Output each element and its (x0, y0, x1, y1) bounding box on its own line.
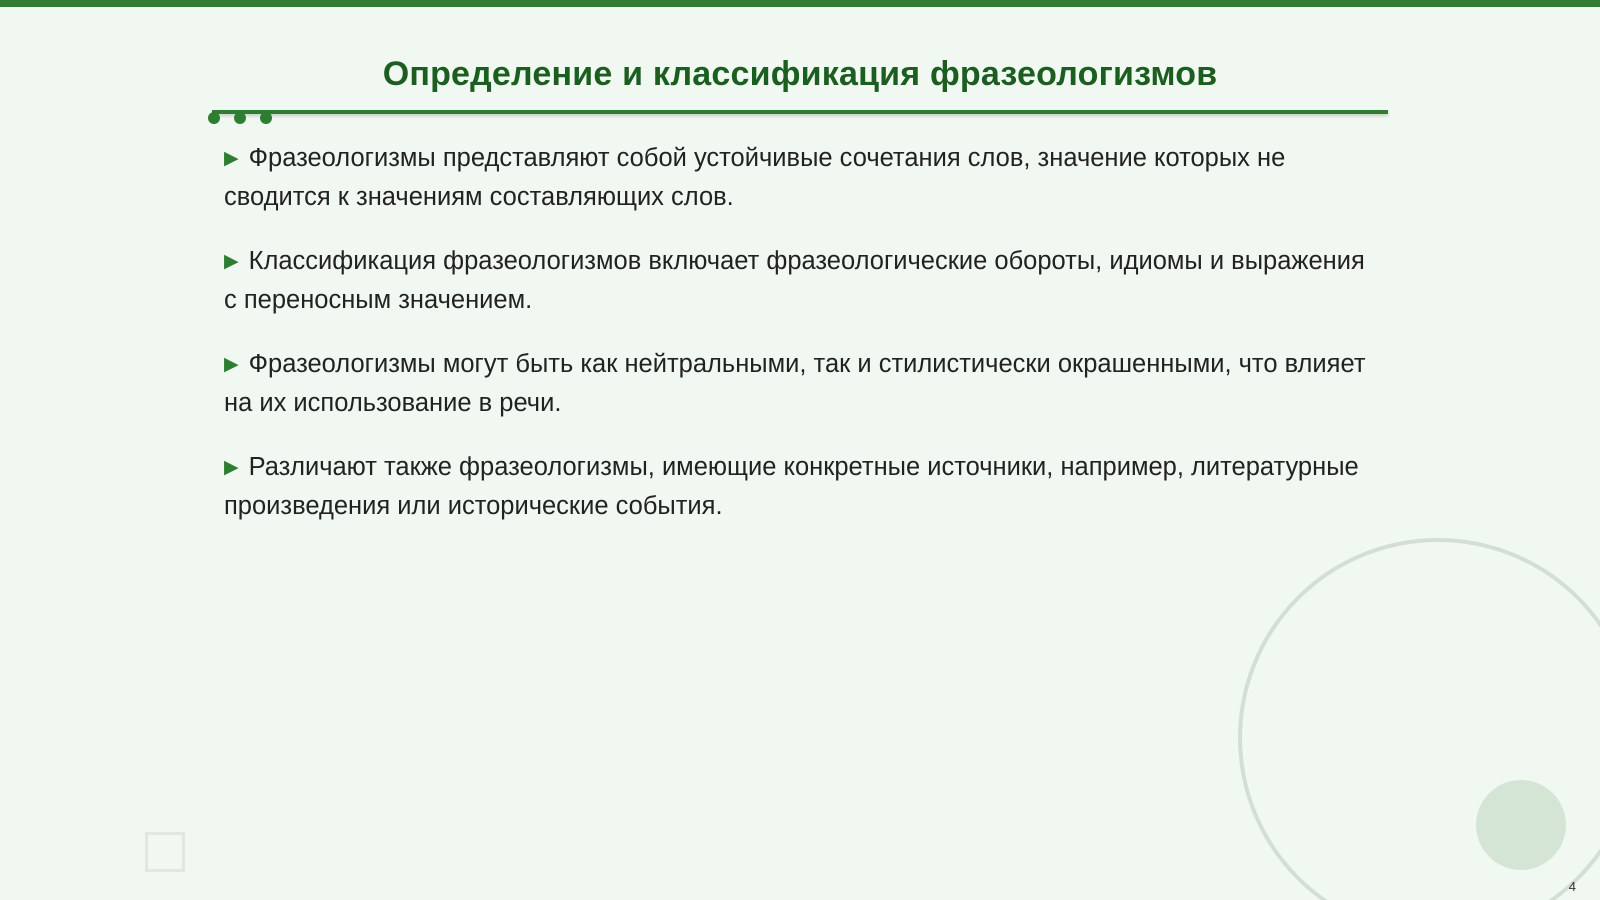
bullet-arrow-icon: ▶ (224, 354, 239, 375)
title-underline (212, 110, 1388, 114)
bullet-text: Фразеологизмы представляют собой устойчивые сочетания слов, значение которых не сводится к значениям составляющих слов. (224, 144, 1286, 211)
decorative-square (145, 832, 185, 872)
top-accent-bar (0, 0, 1600, 7)
bullet-list (224, 140, 1384, 552)
decorative-dot-2 (234, 112, 246, 124)
decorative-dot-3 (260, 112, 272, 124)
slide-title: Определение и классификация фразеологизмов (382, 55, 1218, 93)
bullet-item (224, 449, 1384, 524)
decorative-dot-1 (208, 112, 220, 124)
bullet-item (224, 140, 1384, 215)
bullet-text: Классификация фразеологизмов включает фразеологические обороты, идиомы и выражения с переносным значением. (224, 247, 1365, 314)
bullet-item (224, 243, 1384, 318)
bullet-text: Различают также фразеологизмы, имеющие конкретные источники, например, литературные произведения или исторические события. (224, 453, 1359, 520)
page-number: 4 (1568, 879, 1576, 894)
bullet-item (224, 346, 1384, 421)
bullet-arrow-icon: ▶ (224, 251, 239, 272)
bullet-arrow-icon: ▶ (224, 457, 239, 478)
bullet-arrow-icon: ▶ (224, 148, 239, 169)
bullet-text: Фразеологизмы могут быть как нейтральными, так и стилистически окрашенными, что влияет на их использование в речи. (224, 350, 1366, 417)
decorative-circle-filled (1476, 780, 1566, 870)
